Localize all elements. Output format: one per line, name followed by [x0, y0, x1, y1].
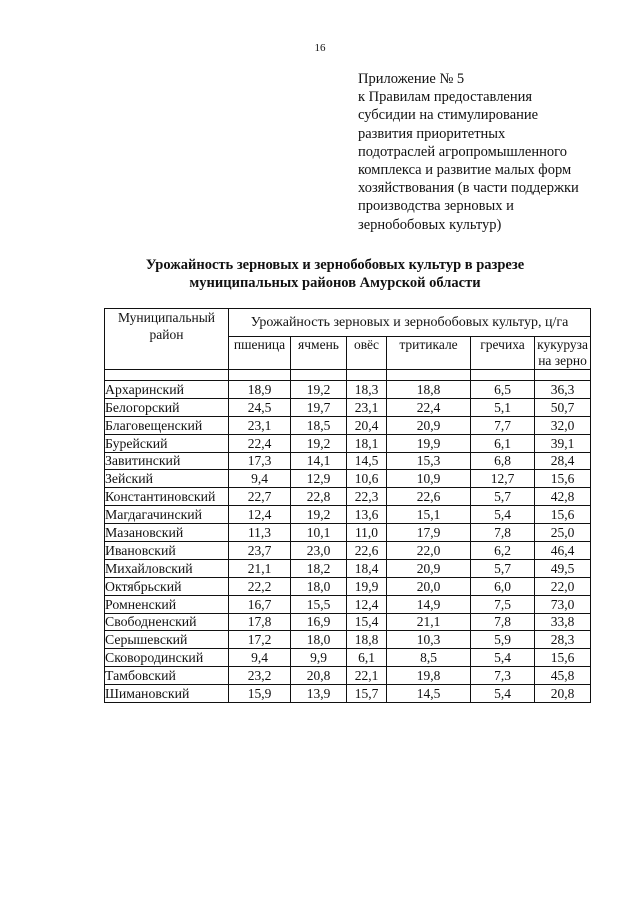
- yield-value-cell: 9,4: [229, 649, 291, 667]
- yield-value-cell: 6,0: [471, 577, 535, 595]
- yield-value-cell: 32,0: [535, 416, 591, 434]
- yield-value-cell: 6,2: [471, 542, 535, 560]
- yield-value-cell: 20,8: [291, 667, 347, 685]
- spacer-cell: [229, 370, 291, 381]
- yield-value-cell: 45,8: [535, 667, 591, 685]
- yield-value-cell: 49,5: [535, 559, 591, 577]
- spacer-cell: [535, 370, 591, 381]
- appendix-line: Приложение № 5: [358, 71, 465, 87]
- yield-value-cell: 22,0: [387, 542, 471, 560]
- table-row: [105, 434, 591, 452]
- spacer-cell: [347, 370, 387, 381]
- yield-value-cell: 39,1: [535, 434, 591, 452]
- district-name-cell: Белогорский: [105, 398, 229, 416]
- yield-value-cell: 36,3: [535, 381, 591, 399]
- yield-value-cell: 10,3: [387, 631, 471, 649]
- yield-value-cell: 22,2: [229, 577, 291, 595]
- yield-value-cell: 10,9: [387, 470, 471, 488]
- yield-value-cell: 15,3: [387, 452, 471, 470]
- crop-header-wheat: пшеница: [229, 337, 291, 370]
- district-name-cell: Ивановский: [105, 542, 229, 560]
- yield-value-cell: 13,6: [347, 506, 387, 524]
- yield-value-cell: 19,2: [291, 381, 347, 399]
- yield-value-cell: 20,9: [387, 416, 471, 434]
- yield-value-cell: 18,9: [229, 381, 291, 399]
- appendix-line: зернобобовых культур): [358, 216, 502, 233]
- yield-value-cell: 5,4: [471, 506, 535, 524]
- yield-value-cell: 15,6: [535, 506, 591, 524]
- spacer-cell: [387, 370, 471, 381]
- yield-value-cell: 13,9: [291, 685, 347, 703]
- yield-value-cell: 12,4: [229, 506, 291, 524]
- yield-value-cell: 22,6: [347, 542, 387, 560]
- yield-value-cell: 73,0: [535, 595, 591, 613]
- yield-value-cell: 19,7: [291, 398, 347, 416]
- yield-value-cell: 15,4: [347, 613, 387, 631]
- yield-value-cell: 25,0: [535, 524, 591, 542]
- yield-value-cell: 19,9: [387, 434, 471, 452]
- yield-value-cell: 17,2: [229, 631, 291, 649]
- yield-value-cell: 16,9: [291, 613, 347, 631]
- yield-value-cell: 15,6: [535, 470, 591, 488]
- yield-value-cell: 8,5: [387, 649, 471, 667]
- yield-value-cell: 18,0: [291, 631, 347, 649]
- yield-value-cell: 9,4: [229, 470, 291, 488]
- title-line-2: муниципальных районов Амурской области: [189, 275, 481, 291]
- appendix-line: комплекса и развитие малых форм: [358, 162, 572, 179]
- yield-value-cell: 9,9: [291, 649, 347, 667]
- yield-value-cell: 7,7: [471, 416, 535, 434]
- yield-value-cell: 6,1: [471, 434, 535, 452]
- appendix-line: хозяйствования (в части поддержки: [358, 180, 579, 197]
- yield-value-cell: 22,3: [347, 488, 387, 506]
- yield-value-cell: 7,8: [471, 613, 535, 631]
- table-spacer-row: [105, 370, 591, 381]
- yield-value-cell: 20,9: [387, 559, 471, 577]
- district-name-cell: Октябрьский: [105, 577, 229, 595]
- yield-value-cell: 7,3: [471, 667, 535, 685]
- yield-value-cell: 46,4: [535, 542, 591, 560]
- yield-value-cell: 19,2: [291, 506, 347, 524]
- yield-value-cell: 17,9: [387, 524, 471, 542]
- yield-value-cell: 6,5: [471, 381, 535, 399]
- yield-value-cell: 18,0: [291, 577, 347, 595]
- district-name-cell: Магдагачинский: [105, 506, 229, 524]
- yield-value-cell: 22,4: [387, 398, 471, 416]
- table-row: [105, 649, 591, 667]
- district-name-cell: Михайловский: [105, 559, 229, 577]
- spacer-cell: [105, 370, 229, 381]
- yield-table: [104, 308, 591, 703]
- appendix-line: к Правилам предоставления: [358, 89, 533, 106]
- yield-value-cell: 7,8: [471, 524, 535, 542]
- yield-value-cell: 21,1: [387, 613, 471, 631]
- yield-value-cell: 22,0: [535, 577, 591, 595]
- yield-value-cell: 17,3: [229, 452, 291, 470]
- appendix-note: [358, 70, 618, 234]
- table-row: [105, 524, 591, 542]
- district-name-cell: Мазановский: [105, 524, 229, 542]
- yield-value-cell: 33,8: [535, 613, 591, 631]
- yield-value-cell: 23,7: [229, 542, 291, 560]
- title-line-1: Урожайность зерновых и зернобобовых культур в разрезе: [145, 257, 525, 273]
- yield-value-cell: 19,8: [387, 667, 471, 685]
- yield-value-cell: 20,4: [347, 416, 387, 434]
- yield-value-cell: 15,9: [229, 685, 291, 703]
- yield-value-cell: 19,9: [347, 577, 387, 595]
- document-title: [120, 256, 550, 292]
- district-name-cell: Шимановский: [105, 685, 229, 703]
- yield-value-cell: 5,4: [471, 685, 535, 703]
- yield-value-cell: 23,1: [229, 416, 291, 434]
- yield-value-cell: 22,8: [291, 488, 347, 506]
- appendix-line: производства зерновых и: [358, 198, 514, 215]
- yield-value-cell: 21,1: [229, 559, 291, 577]
- yield-value-cell: 12,9: [291, 470, 347, 488]
- yield-value-cell: 22,4: [229, 434, 291, 452]
- yield-value-cell: 18,3: [347, 381, 387, 399]
- district-name-cell: Ромненский: [105, 595, 229, 613]
- yield-value-cell: 50,7: [535, 398, 591, 416]
- yield-value-cell: 20,8: [535, 685, 591, 703]
- district-name-cell: Свободненский: [105, 613, 229, 631]
- table-row: [105, 542, 591, 560]
- yield-value-cell: 15,7: [347, 685, 387, 703]
- yield-value-cell: 18,4: [347, 559, 387, 577]
- yield-value-cell: 23,0: [291, 542, 347, 560]
- table-row: [105, 398, 591, 416]
- yield-value-cell: 12,4: [347, 595, 387, 613]
- crop-header-oats: овёс: [347, 337, 387, 370]
- spacer-cell: [471, 370, 535, 381]
- yield-value-cell: 28,3: [535, 631, 591, 649]
- crop-header-buckwheat: гречиха: [471, 337, 535, 370]
- yield-value-cell: 22,6: [387, 488, 471, 506]
- yield-value-cell: 20,0: [387, 577, 471, 595]
- table-row: [105, 595, 591, 613]
- spacer-cell: [291, 370, 347, 381]
- yield-value-cell: 14,5: [387, 685, 471, 703]
- appendix-line: развития приоритетных: [358, 125, 506, 142]
- district-column-header: Муниципальный район: [105, 309, 229, 370]
- yield-value-cell: 5,7: [471, 488, 535, 506]
- yield-column-header: Урожайность зерновых и зернобобовых культур, ц/га: [229, 309, 591, 337]
- table-row: [105, 667, 591, 685]
- yield-value-cell: 5,4: [471, 649, 535, 667]
- yield-value-cell: 23,2: [229, 667, 291, 685]
- yield-value-cell: 6,8: [471, 452, 535, 470]
- yield-value-cell: 5,9: [471, 631, 535, 649]
- table-row: [105, 613, 591, 631]
- yield-value-cell: 18,8: [347, 631, 387, 649]
- yield-value-cell: 18,8: [387, 381, 471, 399]
- yield-value-cell: 14,1: [291, 452, 347, 470]
- yield-value-cell: 10,6: [347, 470, 387, 488]
- yield-value-cell: 7,5: [471, 595, 535, 613]
- yield-value-cell: 5,7: [471, 559, 535, 577]
- district-name-cell: Тамбовский: [105, 667, 229, 685]
- yield-value-cell: 15,1: [387, 506, 471, 524]
- district-name-cell: Зейский: [105, 470, 229, 488]
- yield-value-cell: 10,1: [291, 524, 347, 542]
- district-name-cell: Серышевский: [105, 631, 229, 649]
- appendix-line: субсидии на стимулирование: [358, 107, 539, 124]
- district-name-cell: Константиновский: [105, 488, 229, 506]
- yield-value-cell: 11,0: [347, 524, 387, 542]
- table-row: [105, 416, 591, 434]
- yield-value-cell: 18,5: [291, 416, 347, 434]
- yield-value-cell: 5,1: [471, 398, 535, 416]
- yield-value-cell: 12,7: [471, 470, 535, 488]
- yield-value-cell: 6,1: [347, 649, 387, 667]
- yield-value-cell: 22,1: [347, 667, 387, 685]
- appendix-line: подотраслей агропромышленного: [358, 143, 567, 160]
- yield-value-cell: 42,8: [535, 488, 591, 506]
- table-row: [105, 577, 591, 595]
- yield-value-cell: 22,7: [229, 488, 291, 506]
- yield-value-cell: 16,7: [229, 595, 291, 613]
- crop-header-triticale: тритикале: [387, 337, 471, 370]
- table-row: [105, 381, 591, 399]
- yield-value-cell: 15,6: [535, 649, 591, 667]
- yield-value-cell: 14,5: [347, 452, 387, 470]
- page-number: 16: [314, 42, 326, 54]
- table-row: [105, 559, 591, 577]
- table-row: [105, 631, 591, 649]
- table-row: [105, 685, 591, 703]
- table-row: [105, 488, 591, 506]
- district-name-cell: Архаринский: [105, 381, 229, 399]
- yield-value-cell: 11,3: [229, 524, 291, 542]
- district-name-cell: Завитинский: [105, 452, 229, 470]
- district-name-cell: Сковородинский: [105, 649, 229, 667]
- table-row: [105, 452, 591, 470]
- yield-value-cell: 18,2: [291, 559, 347, 577]
- yield-value-cell: 15,5: [291, 595, 347, 613]
- yield-value-cell: 19,2: [291, 434, 347, 452]
- yield-value-cell: 18,1: [347, 434, 387, 452]
- district-name-cell: Благовещенский: [105, 416, 229, 434]
- table-row: [105, 470, 591, 488]
- table-body: [105, 370, 591, 703]
- yield-value-cell: 24,5: [229, 398, 291, 416]
- yield-value-cell: 14,9: [387, 595, 471, 613]
- district-name-cell: Бурейский: [105, 434, 229, 452]
- yield-value-cell: 17,8: [229, 613, 291, 631]
- yield-value-cell: 23,1: [347, 398, 387, 416]
- yield-value-cell: 28,4: [535, 452, 591, 470]
- table-row: [105, 506, 591, 524]
- crop-header-barley: ячмень: [291, 337, 347, 370]
- crop-header-corn: кукуруза на зерно: [535, 337, 591, 370]
